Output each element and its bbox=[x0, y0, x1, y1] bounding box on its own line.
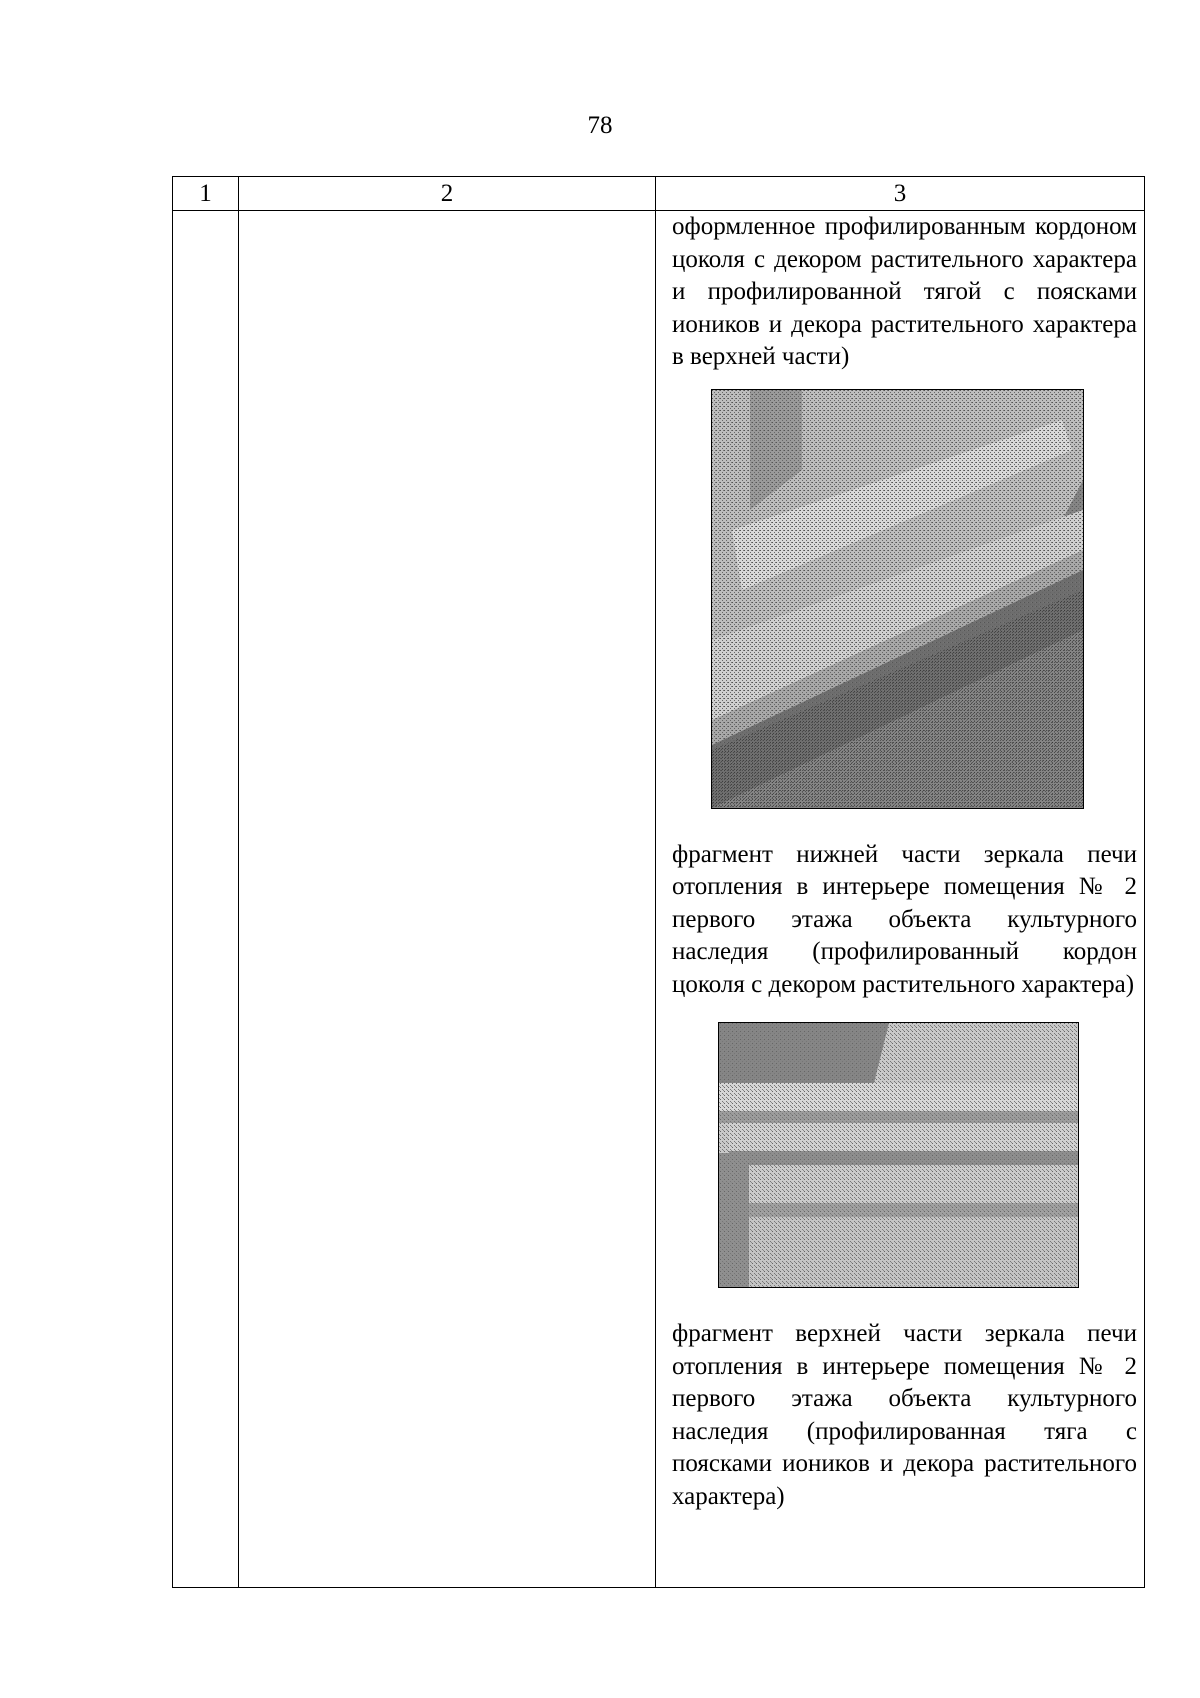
column-header-2: 2 bbox=[440, 180, 454, 207]
column-header-1: 1 bbox=[199, 180, 212, 207]
photo-upper-stove-mirror bbox=[718, 1022, 1079, 1288]
photo-caption: фрагмент нижней части зеркала печи отопления в интерьере помещения № 2 первого этажа объекта культурного наследия (профилированный кордон цоколя с декором растительного характера) bbox=[672, 840, 1137, 998]
column-header-3: 3 bbox=[893, 180, 907, 207]
column-divider bbox=[655, 177, 656, 1587]
photo-lower-stove-mirror bbox=[711, 389, 1084, 809]
photo-lower-stove-mirror-image bbox=[712, 390, 1083, 808]
description-paragraph: оформленное профилированным кордоном цоколя с декором растительного характера и профилированной тягой с поясками иоников и декора растительного характера в верхней части) bbox=[672, 213, 1137, 370]
photo-caption: фрагмент верхней части зеркала печи отопления в интерьере помещения № 2 первого этажа объекта культурного наследия (профилированная тяга с поясками иоников и декора растительного характера) bbox=[672, 1320, 1137, 1510]
photo-upper-stove-mirror-image bbox=[719, 1023, 1078, 1287]
page-number: 78 bbox=[587, 112, 613, 139]
column-divider bbox=[238, 177, 239, 1587]
document-table bbox=[172, 176, 1145, 1588]
column-3-content bbox=[666, 211, 1144, 1513]
